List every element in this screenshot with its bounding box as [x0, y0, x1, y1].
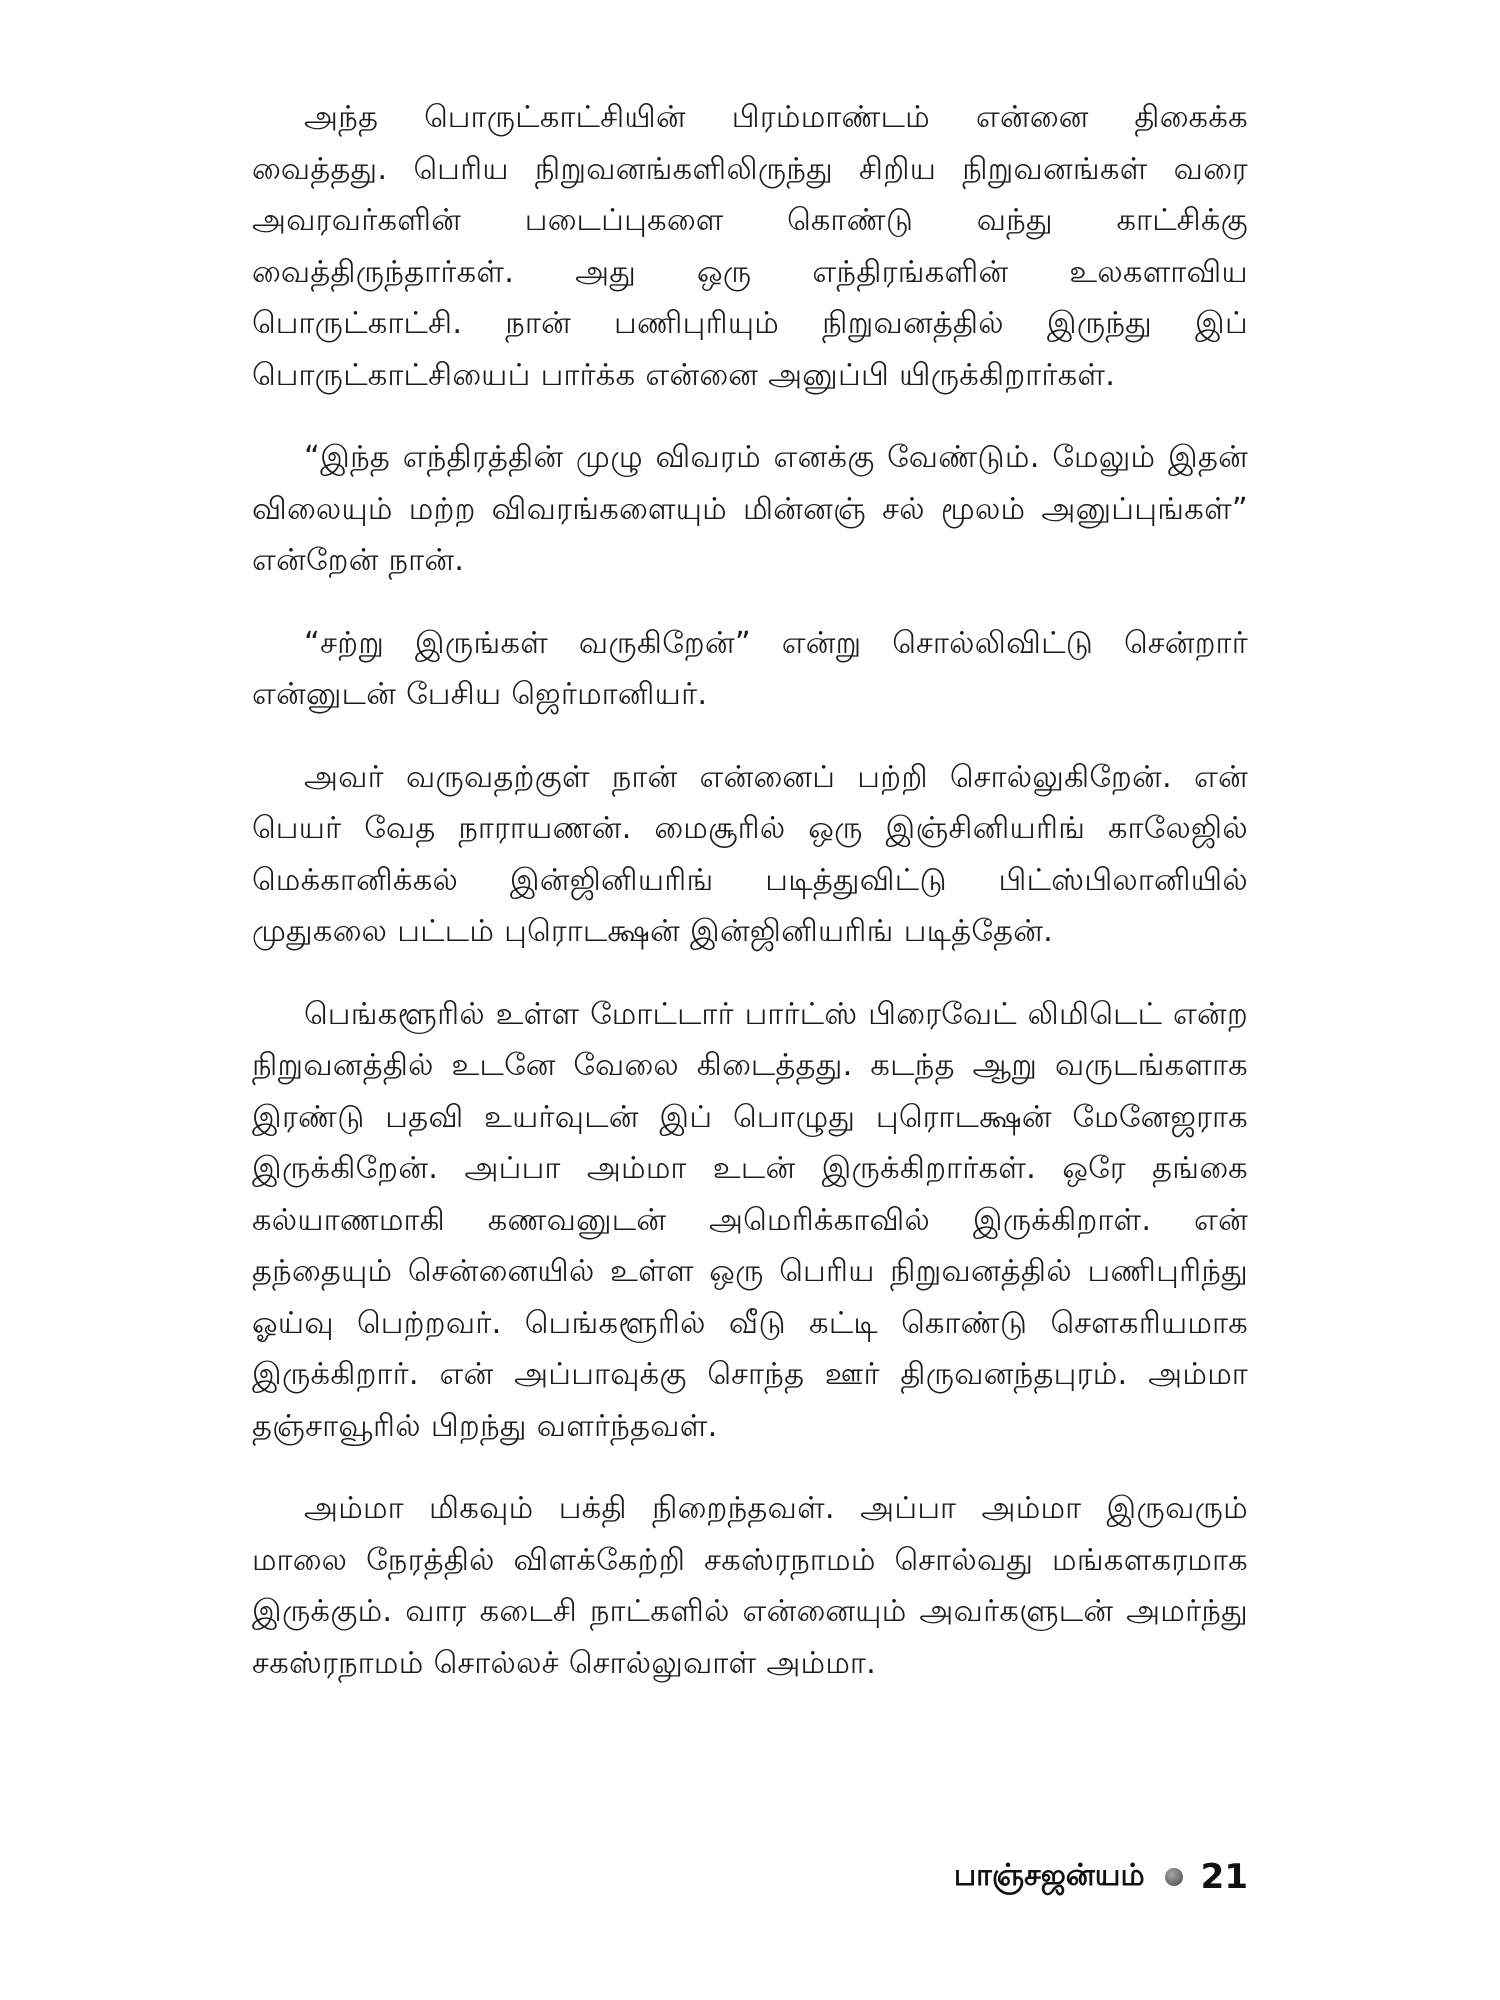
bullet-dot-icon — [1165, 1868, 1183, 1886]
page-body — [252, 92, 1248, 1720]
footer-book-title: பாஞ்சஜன்யம் — [953, 1857, 1145, 1893]
paragraph-5: பெங்களூரில் உள்ள மோட்டார் பார்ட்ஸ் பிரைவேட் லிமிடெட் என்ற நிறுவனத்தில் உடனே வேலை கிடைத்தது. கடந்த ஆறு வருடங்களாக இரண்டு பதவி உயர்வுடன் இப் பொழுது புரொடக்ஷன் மேனேஜராக இருக்கிறேன். அப்பா அம்மா உடன் இருக்கிறார்கள். ஒரே தங்கை கல்யாணமாகி கணவனுடன் அமெரிக்காவில் இருக்கிறாள். என் தந்தையும் சென்னையில் உள்ள ஒரு பெரிய நிறுவனத்தில் பணிபுரிந்து ஓய்வு பெற்றவர். பெங்களூரில் வீடு கட்டி கொண்டு சௌகரியமாக இருக்கிறார். என் அப்பாவுக்கு சொந்த ஊர் திருவனந்தபுரம். அம்மா தஞ்சாவூரில் பிறந்து வளர்ந்தவள். — [252, 996, 1248, 1444]
paragraph-3: “சற்று இருங்கள் வருகிறேன்” என்று சொல்லிவிட்டு சென்றார் என்னுடன் பேசிய ஜெர்மானியர். — [252, 625, 1248, 712]
page-footer — [954, 1857, 1248, 1897]
paragraph-6: அம்மா மிகவும் பக்தி நிறைந்தவள். அப்பா அம்மா இருவரும் மாலை நேரத்தில் விளக்கேற்றி சகஸ்ரநாமம் சொல்வது மங்களகரமாக இருக்கும். வார கடைசி நாட்களில் என்னையும் அவர்களுடன் அமர்ந்து சகஸ்ரநாமம் சொல்லச் சொல்லுவாள் அம்மா. — [252, 1491, 1248, 1681]
paragraph-4: அவர் வருவதற்குள் நான் என்னைப் பற்றி சொல்லுகிறேன். என் பெயர் வேத நாராயணன். மைசூரில் ஒரு இஞ்சினியரிங் காலேஜில் மெக்கானிக்கல் இன்ஜினியரிங் படித்துவிட்டு பிட்ஸ்பிலானியில் முதுகலை பட்டம் புரொடக்ஷன் இன்ஜினியரிங் படித்தேன். — [252, 759, 1248, 949]
paragraph-1: அந்த பொருட்காட்சியின் பிரம்மாண்டம் என்னை திகைக்க வைத்தது. பெரிய நிறுவனங்களிலிருந்து சிறிய நிறுவனங்கள் வரை அவரவர்களின் படைப்புகளை கொண்டு வந்து காட்சிக்கு வைத்திருந்தார்கள். அது ஒரு எந்திரங்களின் உலகளாவிய பொருட்காட்சி. நான் பணிபுரியும் நிறுவனத்தில் இருந்து இப் பொருட்காட்சியைப் பார்க்க என்னை அனுப்பி யிருக்கிறார்கள். — [252, 100, 1248, 393]
page-number: 21 — [1200, 1857, 1248, 1897]
paragraph-2: “இந்த எந்திரத்தின் முழு விவரம் எனக்கு வேண்டும். மேலும் இதன் விலையும் மற்ற விவரங்களையும் மின்னஞ் சல் மூலம் அனுப்புங்கள்” என்றேன் நான். — [252, 440, 1248, 578]
